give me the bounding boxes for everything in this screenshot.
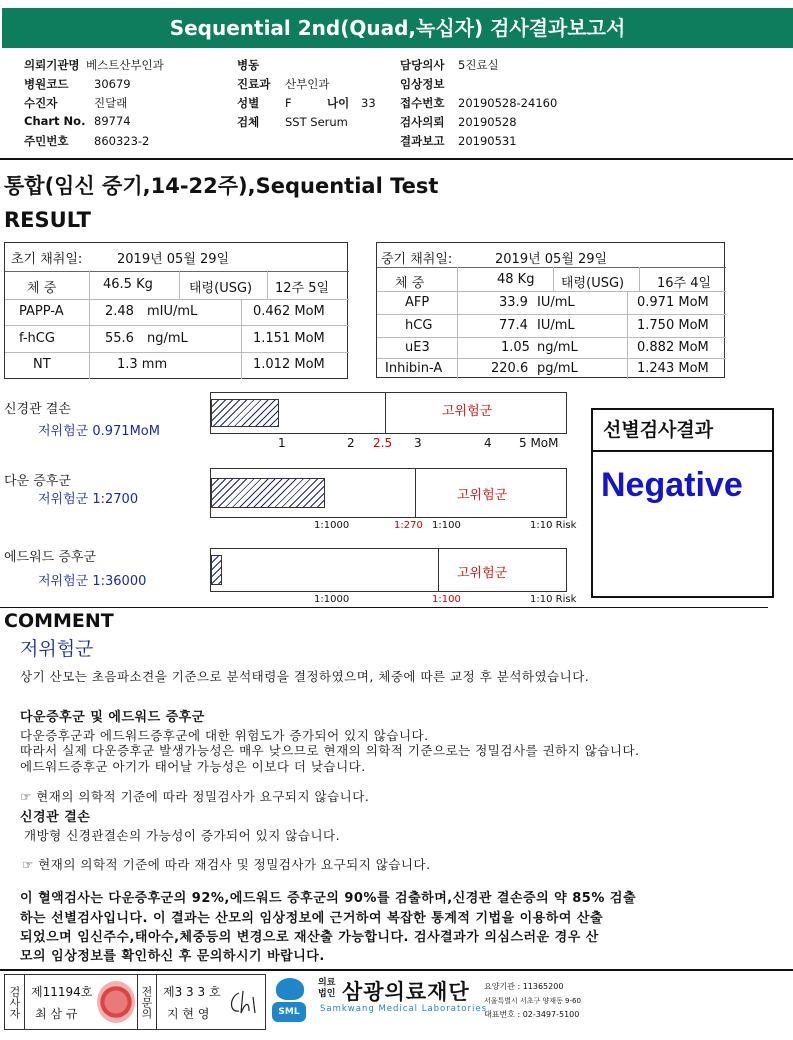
- comment-paragraph: ☞ 현재의 의학적 기준에 따라 정밀검사가 요구되지 않습니다.: [20, 789, 370, 804]
- mid-marker-mom: 1.750 MoM: [637, 318, 709, 333]
- age-label: 나이: [327, 96, 350, 110]
- down-title: 다운 증후군: [4, 474, 71, 489]
- info-label: 주민번호: [24, 134, 69, 148]
- mid-marker-name: uE3: [405, 340, 430, 355]
- info-label: 임상정보: [400, 77, 445, 91]
- ntd-cutoff-line: [385, 392, 386, 434]
- sml-logo-text: SML: [272, 1002, 306, 1022]
- down-cutoff-line: [415, 468, 416, 518]
- seal-icon: [97, 981, 135, 1023]
- screening-result-box: [591, 408, 774, 598]
- comment-heading: 신경관 결손: [20, 810, 91, 825]
- early-sample-table: [4, 242, 348, 379]
- mid-marker-name: hCG: [405, 318, 433, 333]
- early-sample-date: 2019년 05월 29일: [117, 252, 230, 267]
- info-label: 담당의사: [400, 58, 445, 72]
- early-marker-mom: 0.462 MoM: [253, 304, 325, 319]
- ntd-cutoff-label: 2.5: [373, 436, 393, 450]
- comment-paragraph: 에드워드증후군 아기가 태어날 가능성은 이보다 더 낮습니다.: [20, 759, 366, 774]
- org-name: 삼광의료재단: [342, 980, 470, 1004]
- mid-marker-mom: 1.243 MoM: [637, 361, 709, 376]
- info-col1: [24, 57, 224, 152]
- early-marker-unit: mIU/mL: [147, 304, 198, 319]
- info-col3: [400, 57, 600, 152]
- mid-weight-value: 48 Kg: [497, 272, 535, 287]
- ntd-tick: 3: [414, 436, 422, 450]
- org-contact: 서울특별시 서초구 양재동 9-60: [484, 997, 581, 1005]
- edwards-result: 저위험군 1:36000: [38, 574, 147, 589]
- info-label: 성별: [237, 96, 260, 110]
- comment-paragraph: 따라서 실제 다운증후군 발생가능성은 매우 낮으므로 현재의 의학적 기준으로는 정밀검사를 권하지 않습니다.: [20, 743, 640, 758]
- early-ga-label: 태령(USG): [189, 281, 253, 296]
- info-value: 베스트산부인과: [86, 58, 164, 72]
- edwards-risk-bar: [211, 555, 222, 585]
- edwards-high-risk: 고위험군: [457, 566, 508, 581]
- report-title: Sequential 2nd(Quad,녹십자) 검사결과보고서: [2, 8, 793, 48]
- mid-marker-mom: 0.882 MoM: [637, 340, 709, 355]
- info-label: 검사의뢰: [400, 115, 445, 129]
- info-value: 20190528-24160: [458, 96, 558, 110]
- early-sample-label: 초기 채취일:: [11, 252, 83, 267]
- org-contact: 요양기관 : 11365200: [484, 982, 564, 991]
- down-high-risk: 고위험군: [457, 488, 508, 503]
- ntd-risk-bar: [211, 399, 279, 427]
- early-weight-value: 46.5 Kg: [103, 277, 153, 292]
- early-marker-value: 55.6: [105, 331, 134, 346]
- info-value: 5진료실: [458, 58, 499, 72]
- mid-ga-value: 16주 4일: [657, 276, 712, 291]
- edwards-title: 에드워드 증후군: [4, 550, 97, 565]
- comment-risk: 저위험군: [20, 638, 94, 660]
- comment-paragraph: 상기 산모는 초음파소견을 기준으로 분석태령을 결정하였으며, 체중에 따른 교정 후 분석하였습니다.: [20, 669, 590, 684]
- comment-paragraph: 다운증후군과 에드워드증후군에 대한 위험도가 증가되어 있지 않습니다.: [20, 728, 429, 743]
- mid-sample-label: 중기 채취일:: [381, 252, 453, 267]
- examiner-label: 검사자: [5, 975, 25, 1029]
- info-value: F: [285, 96, 292, 110]
- info-label: 검체: [237, 115, 260, 129]
- early-marker-value: 2.48: [105, 304, 134, 319]
- signature-box: [4, 974, 266, 1030]
- mid-marker-value: 77.4: [499, 318, 528, 333]
- early-marker-name: f-hCG: [19, 331, 55, 346]
- comment-notice: 이 혈액검사는 다운증후군의 92%,에드워드 증후군의 90%를 검출하며,신경관 결손증의 약 85% 검출: [20, 891, 637, 906]
- ntd-result: 저위험군 0.971MoM: [38, 424, 160, 439]
- comment-notice: 되었으며 임신주수,태아수,체중등의 변경으로 재산출 가능합니다. 검사결과가 의심스러운 경우 산: [20, 930, 599, 945]
- mid-marker-name: AFP: [405, 295, 430, 310]
- test-title: 통합(임신 중기,14-22주),Sequential Test: [4, 174, 439, 198]
- divider: [0, 607, 768, 608]
- signature-icon: [225, 983, 261, 1019]
- edwards-cutoff-label: 1:100: [432, 594, 461, 605]
- info-value: 89774: [94, 114, 131, 128]
- mid-marker-unit: ng/mL: [537, 340, 578, 355]
- down-tick: 1:1000: [314, 520, 350, 531]
- early-marker-value: 1.3 mm: [117, 357, 168, 372]
- specialist-label: 전문의: [137, 975, 157, 1029]
- early-marker-mom: 1.151 MoM: [253, 331, 325, 346]
- mid-marker-unit: pg/mL: [537, 361, 578, 376]
- info-value: 20190528: [458, 115, 517, 129]
- early-weight-label: 체 중: [27, 281, 57, 296]
- comment-paragraph: 개방형 신경관결손의 가능성이 증가되어 있지 않습니다.: [24, 828, 341, 843]
- mid-sample-date: 2019년 05월 29일: [495, 252, 608, 267]
- org-contact: 대표번호 : 02-3497-5100: [484, 1010, 580, 1019]
- info-value: 진달래: [94, 96, 128, 110]
- down-tick: 1:10 Risk: [530, 520, 577, 531]
- mid-ga-label: 태령(USG): [561, 276, 625, 291]
- edwards-tick: 1:1000: [314, 594, 350, 605]
- info-label: 의뢰기관명: [24, 58, 80, 72]
- info-value: 30679: [94, 77, 131, 91]
- comment-notice: 모의 임상정보를 확인하신 후 문의하시기 바랍니다.: [20, 949, 325, 964]
- info-value: 산부인과: [285, 77, 330, 91]
- comment-label: COMMENT: [4, 610, 114, 632]
- mid-weight-label: 체 중: [395, 276, 425, 291]
- down-result: 저위험군 1:2700: [38, 492, 139, 507]
- early-marker-mom: 1.012 MoM: [253, 357, 325, 372]
- info-label: Chart No.: [24, 114, 86, 128]
- examiner-name: 최 삼 규: [35, 1007, 78, 1021]
- info-label: 병원코드: [24, 77, 69, 91]
- org-english-name: Samkwang Medical Laboratories: [320, 1004, 488, 1014]
- info-label: 병동: [237, 58, 260, 72]
- ntd-tick: 1: [278, 436, 286, 450]
- ntd-high-risk: 고위험군: [442, 404, 493, 419]
- mid-marker-mom: 0.971 MoM: [637, 295, 709, 310]
- specialist-name: 지 현 영: [167, 1007, 210, 1021]
- mid-sample-table: [376, 242, 725, 378]
- examiner-number: 제11194호: [31, 985, 93, 999]
- ntd-tick: 4: [484, 436, 492, 450]
- mid-marker-value: 33.9: [499, 295, 528, 310]
- edwards-risk-bar-frame: [210, 548, 567, 592]
- info-label: 결과보고: [400, 134, 445, 148]
- info-label: 진료과: [237, 77, 271, 91]
- early-marker-name: PAPP-A: [19, 304, 64, 319]
- screening-result: Negative: [601, 466, 743, 504]
- org-prefix: 의료법인: [318, 978, 336, 999]
- down-cutoff-label: 1:270: [394, 520, 423, 531]
- comment-paragraph: ☞ 현재의 의학적 기준에 따라 재검사 및 정밀검사가 요구되지 않습니다.: [22, 857, 431, 872]
- mid-marker-unit: IU/mL: [537, 295, 575, 310]
- mid-marker-value: 1.05: [501, 340, 530, 355]
- mid-marker-unit: IU/mL: [537, 318, 575, 333]
- mid-marker-name: Inhibin-A: [385, 361, 443, 376]
- sml-logo-icon: [272, 976, 314, 1024]
- result-label: RESULT: [4, 208, 91, 232]
- age-value: 33: [361, 96, 376, 110]
- info-value: SST Serum: [285, 115, 348, 129]
- ntd-tick: 5 MoM: [519, 436, 559, 450]
- ntd-title: 신경관 결손: [4, 402, 71, 417]
- edwards-tick: 1:10 Risk: [530, 594, 577, 605]
- early-ga-value: 12주 5일: [275, 281, 330, 296]
- divider: [0, 969, 793, 971]
- info-col2: [237, 57, 397, 133]
- early-marker-unit: ng/mL: [147, 331, 188, 346]
- comment-notice: 하는 선별검사입니다. 이 결과는 산모의 임상정보에 근거하여 복잡한 통계적 기법을 이용하여 산출: [20, 911, 604, 926]
- edwards-cutoff-line: [438, 548, 439, 592]
- comment-heading: 다운증후군 및 에드워드 증후군: [20, 710, 205, 725]
- screening-title: 선별검사결과: [593, 410, 772, 452]
- specialist-number: 제3 3 3 호: [163, 985, 221, 999]
- info-value: 860323-2: [94, 134, 150, 148]
- mid-marker-value: 220.6: [491, 361, 529, 376]
- divider: [0, 158, 793, 160]
- ntd-tick: 2: [347, 436, 355, 450]
- down-risk-bar: [211, 478, 325, 508]
- info-label: 수진자: [24, 96, 58, 110]
- early-marker-name: NT: [33, 357, 51, 372]
- info-value: 20190531: [458, 134, 517, 148]
- info-label: 접수번호: [400, 96, 445, 110]
- down-tick: 1:100: [432, 520, 461, 531]
